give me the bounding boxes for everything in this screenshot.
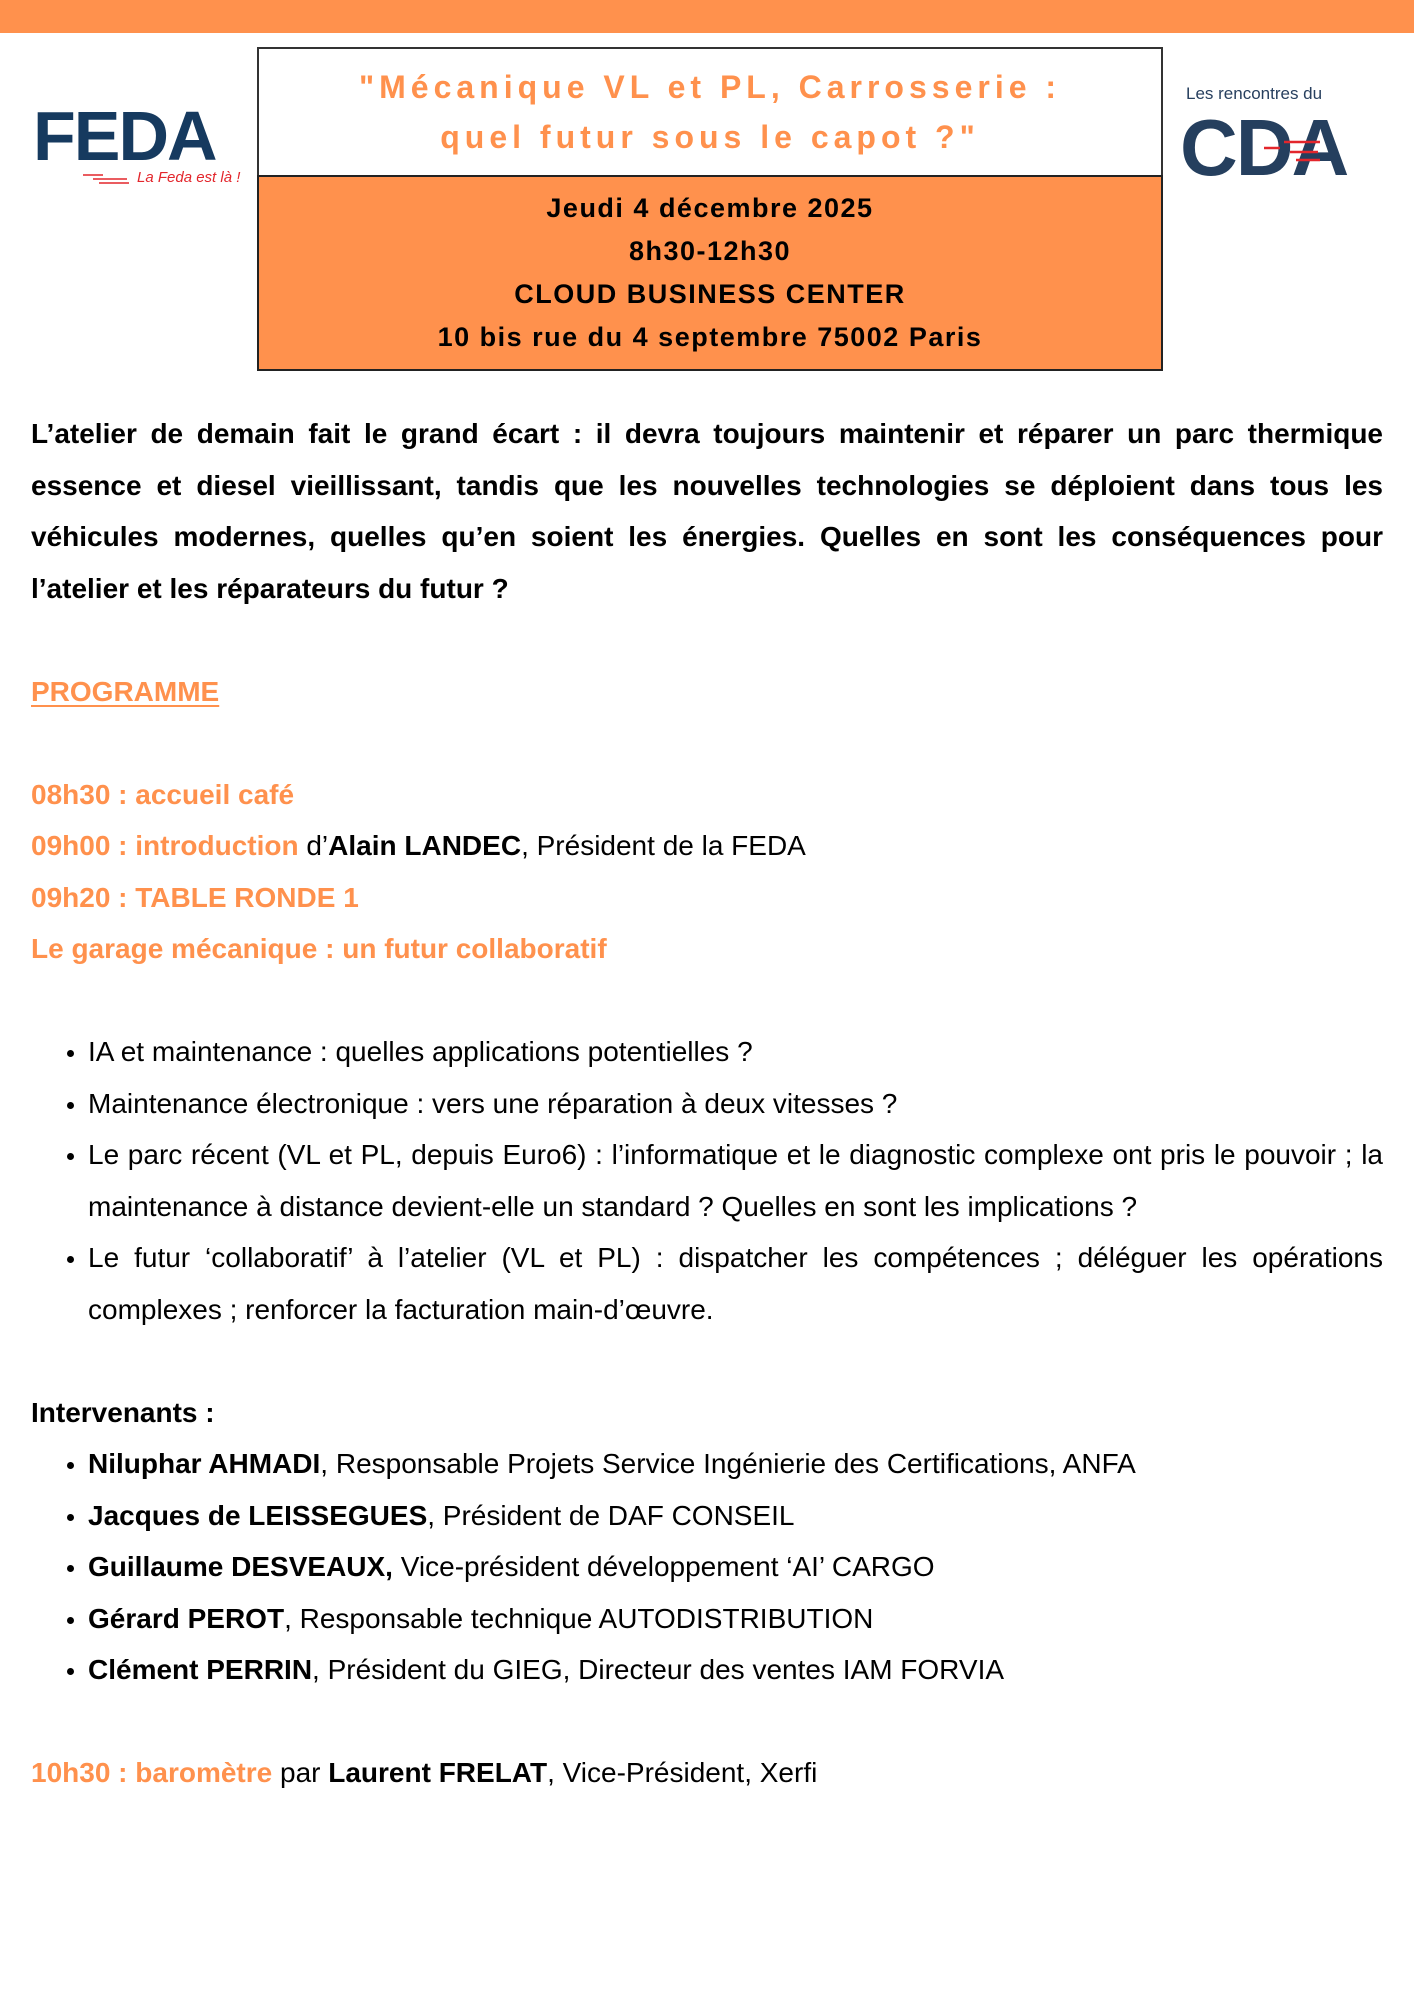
agenda-speaker: Alain LANDEC — [328, 830, 522, 861]
event-date: Jeudi 4 décembre 2025 — [546, 193, 874, 223]
topic-item: • Maintenance électronique : vers une réparation à deux vitesses ? — [88, 1078, 1383, 1130]
speaker-role: Vice-président développement ‘AI’ CARGO — [392, 1551, 935, 1582]
agenda-item — [31, 872, 1383, 924]
agenda-item — [31, 769, 1383, 821]
speaker-item — [88, 1490, 1383, 1542]
speed-lines-icon — [83, 171, 133, 185]
topic-item: • Le parc récent (VL et PL, depuis Euro6) : l’informatique et le diagnostic complexe ont pris le pouvoir ; la maintenance à distance devient-elle un standard ? Quelles en sont les implications ? — [88, 1129, 1383, 1232]
topic-item: • IA et maintenance : quelles applications potentielles ? — [88, 1026, 1383, 1078]
agenda-time-label: 08h30 : accueil café — [31, 778, 295, 810]
intro-paragraph: L’atelier de demain fait le grand écart : il devra toujours maintenir et réparer un parc thermique essence et diesel vieillissant, tandis que les nouvelles technologies se déploient dans tous les véhicules modernes, quelles qu’en soient les énergies. Quelles en sont les conséquences pour l’atelier et les réparateurs du futur ? — [31, 418, 1383, 604]
topic-item: • Le futur ‘collaboratif’ à l’atelier (VL et PL) : dispatcher les compétences ; déléguer les opérations complexes ; renforcer la facturation main-d’œuvre. — [88, 1232, 1383, 1335]
speaker-name: Gérard PEROT — [88, 1602, 285, 1634]
speaker-item — [88, 1593, 1383, 1645]
agenda-connector: d’ — [298, 830, 329, 861]
agenda-connector: par — [272, 1757, 329, 1788]
speaker-role: , Responsable technique AUTODISTRIBUTION — [284, 1602, 874, 1634]
speaker-name: Clément PERRIN — [88, 1654, 313, 1685]
speaker-name: Guillaume DESVEAUX, — [88, 1551, 393, 1582]
cda-logo — [1178, 84, 1398, 194]
cda-logo-wordmark: CDA — [1180, 103, 1348, 192]
speaker-item — [88, 1644, 1383, 1696]
document-body — [31, 408, 1383, 1799]
speaker-name: Jacques de LEISSEGUES — [88, 1499, 428, 1531]
feda-logo — [33, 97, 248, 186]
agenda-time-label: 09h00 : introduction — [31, 830, 299, 861]
speaker-item — [88, 1438, 1383, 1490]
agenda-speaker-role: , Vice-Président, Xerfi — [547, 1757, 818, 1788]
speaker-name: Niluphar AHMADI — [88, 1448, 321, 1479]
programme-heading: PROGRAMME — [31, 675, 220, 707]
event-address: 10 bis rue du 4 septembre 75002 Paris — [437, 322, 983, 352]
feda-tagline: La Feda est là ! — [137, 169, 241, 186]
event-title-box — [257, 47, 1163, 177]
speaker-item — [88, 1541, 1383, 1593]
event-venue: CLOUD BUSINESS CENTER — [514, 279, 906, 309]
event-info-box — [257, 175, 1163, 371]
roundtable-title: Le garage mécanique : un futur collaboratif — [31, 933, 607, 964]
agenda-item — [31, 1747, 1383, 1799]
speed-lines-icon — [1264, 134, 1324, 168]
feda-logo-wordmark: FEDA — [33, 97, 216, 175]
speakers-heading: Intervenants : — [31, 1396, 215, 1428]
agenda-time-label: 10h30 : baromètre — [31, 1757, 273, 1788]
event-title-line: quel futur sous le capot ?" — [440, 119, 980, 155]
agenda-item — [31, 923, 1383, 975]
event-hours: 8h30-12h30 — [628, 236, 792, 266]
agenda-speaker: Laurent FRELAT — [328, 1757, 548, 1788]
feda-tagline-row — [83, 168, 240, 188]
speaker-role: , Président du GIEG, Directeur des ventes IAM FORVIA — [312, 1654, 1005, 1685]
event-title-line: "Mécanique VL et PL, Carrosserie : — [358, 69, 1062, 105]
top-orange-bar — [0, 0, 1414, 33]
agenda-speaker-role: , Président de la FEDA — [521, 830, 806, 861]
agenda-item — [31, 820, 1383, 872]
speaker-role: , Responsable Projets Service Ingénierie des Certifications, ANFA — [320, 1448, 1136, 1479]
agenda-time-label: 09h20 : TABLE RONDE 1 — [31, 881, 359, 913]
speaker-role: , Président de DAF CONSEIL — [427, 1499, 795, 1531]
topics-list — [31, 1026, 1383, 1335]
cda-logo-subtitle: Les rencontres du — [1186, 84, 1323, 103]
speakers-list — [31, 1438, 1383, 1696]
